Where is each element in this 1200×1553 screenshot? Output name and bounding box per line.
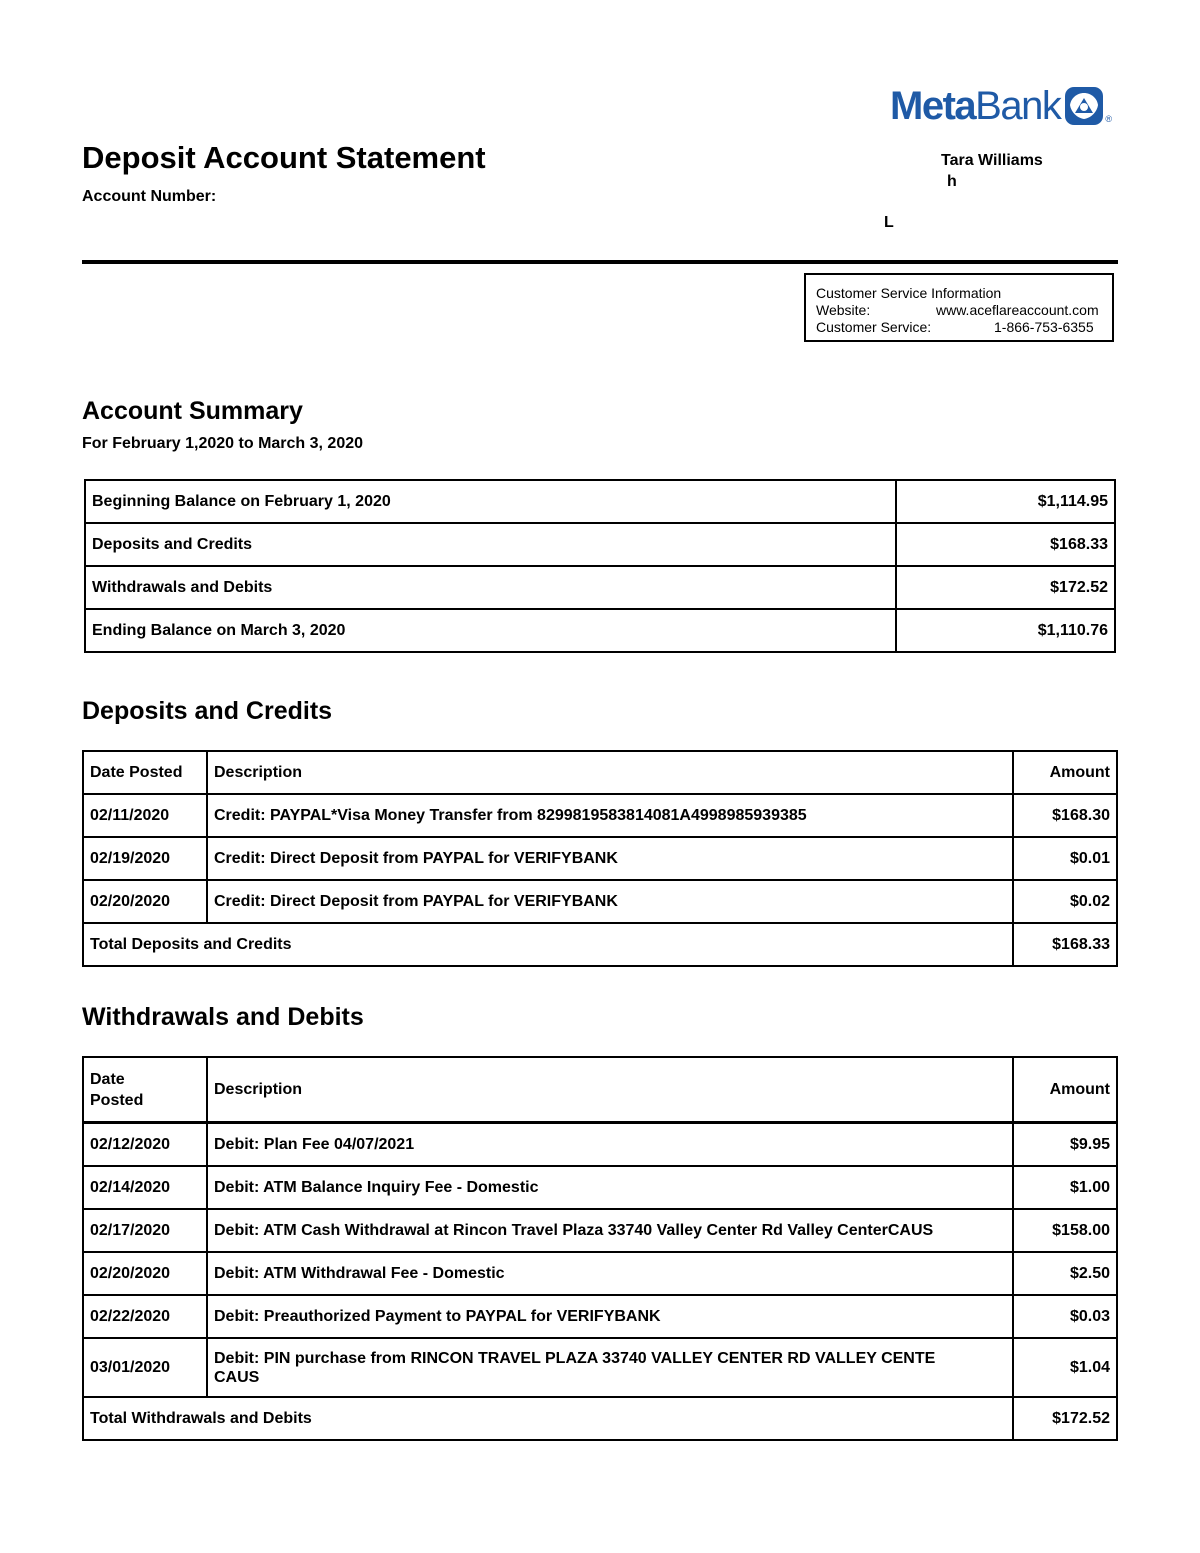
summary-label: Ending Balance on March 3, 2020 [85, 609, 896, 652]
date-cell: 02/11/2020 [83, 794, 207, 837]
description-cell: Debit: PIN purchase from RINCON TRAVEL PLAZA 33740 VALLEY CENTER RD VALLEY CENTE CAUS [207, 1338, 1013, 1397]
total-amount: $168.33 [1013, 923, 1117, 966]
description-cell: Debit: ATM Balance Inquiry Fee - Domestic [207, 1166, 1013, 1209]
table-row [83, 1338, 1117, 1397]
table-row [83, 1252, 1117, 1295]
customer-address-line-2: h [947, 173, 957, 190]
website-link[interactable]: www.aceflareaccount.com [936, 302, 1099, 318]
table-row [83, 1295, 1117, 1338]
amount-cell: $168.30 [1013, 794, 1117, 837]
table-row [83, 1166, 1117, 1209]
column-header-amount: Amount [1013, 1057, 1117, 1123]
amount-cell: $1.00 [1013, 1166, 1117, 1209]
description-cell: Credit: Direct Deposit from PAYPAL for VERIFYBANK [207, 880, 1013, 923]
customer-service-phone: 1-866-753-6355 [994, 319, 1094, 335]
column-header-date-line1: Date [90, 1070, 125, 1088]
table-row [85, 566, 1115, 609]
deposits-table [82, 750, 1118, 967]
amount-cell: $9.95 [1013, 1123, 1117, 1167]
summary-amount: $1,114.95 [896, 480, 1115, 523]
column-header-amount: Amount [1013, 751, 1117, 794]
description-cell: Debit: ATM Cash Withdrawal at Rincon Travel Plaza 33740 Valley Center Rd Valley CenterCAUS [207, 1209, 1013, 1252]
deposits-heading: Deposits and Credits [82, 697, 333, 725]
registered-mark: ® [1105, 114, 1112, 124]
logo-text-meta: Meta [890, 83, 976, 128]
description-cell: Credit: PAYPAL*Visa Money Transfer from 8299819583814081A4998985939385 [207, 794, 1013, 837]
column-header-date: Date Posted [83, 751, 207, 794]
total-label: Total Withdrawals and Debits [83, 1397, 1013, 1440]
amount-cell: $1.04 [1013, 1338, 1117, 1397]
description-cell: Debit: Plan Fee 04/07/2021 [207, 1123, 1013, 1167]
date-cell: 02/14/2020 [83, 1166, 207, 1209]
date-cell: 02/20/2020 [83, 1252, 207, 1295]
table-row [85, 523, 1115, 566]
page-title: Deposit Account Statement [82, 140, 486, 175]
header-divider [82, 260, 1118, 264]
total-amount: $172.52 [1013, 1397, 1117, 1440]
amount-cell: $2.50 [1013, 1252, 1117, 1295]
table-row [83, 1123, 1117, 1167]
total-label: Total Deposits and Credits [83, 923, 1013, 966]
summary-label: Beginning Balance on February 1, 2020 [85, 480, 896, 523]
amount-cell: $0.02 [1013, 880, 1117, 923]
summary-label: Withdrawals and Debits [85, 566, 896, 609]
amount-cell: $158.00 [1013, 1209, 1117, 1252]
summary-amount: $1,110.76 [896, 609, 1115, 652]
amount-cell: $0.01 [1013, 837, 1117, 880]
statement-period: For February 1,2020 to March 3, 2020 [82, 435, 364, 452]
table-row [83, 794, 1117, 837]
metabank-logo [890, 82, 1112, 130]
column-header-description: Description [207, 1057, 1013, 1123]
customer-name: Tara Williams [941, 152, 1043, 169]
customer-address-line-3: L [884, 214, 894, 231]
account-number-label: Account Number: [82, 188, 217, 205]
table-total-row [83, 1397, 1117, 1440]
date-cell: 02/19/2020 [83, 837, 207, 880]
summary-label: Deposits and Credits [85, 523, 896, 566]
amount-cell: $0.03 [1013, 1295, 1117, 1338]
date-cell: 02/12/2020 [83, 1123, 207, 1167]
customer-service-phone-label: Customer Service: [816, 319, 932, 335]
table-total-row [83, 923, 1117, 966]
withdrawals-table [82, 1056, 1118, 1441]
summary-amount: $172.52 [896, 566, 1115, 609]
date-cell: 02/17/2020 [83, 1209, 207, 1252]
account-summary-heading: Account Summary [82, 397, 303, 425]
logo-text-bank: Bank [975, 83, 1061, 128]
description-cell: Debit: ATM Withdrawal Fee - Domestic [207, 1252, 1013, 1295]
table-header-row [83, 751, 1117, 794]
table-row [85, 480, 1115, 523]
description-cell: Debit: Preauthorized Payment to PAYPAL for VERIFYBANK [207, 1295, 1013, 1338]
table-header-row [83, 1057, 1117, 1123]
column-header-date-line2: Posted [90, 1091, 144, 1109]
table-row [83, 880, 1117, 923]
table-row [83, 1209, 1117, 1252]
metabank-logo-icon [1064, 86, 1104, 126]
website-label: Website: [816, 302, 871, 318]
withdrawals-heading: Withdrawals and Debits [82, 1003, 364, 1031]
column-header-date [83, 1057, 207, 1123]
date-cell: 03/01/2020 [83, 1338, 207, 1397]
customer-service-box [804, 273, 1114, 342]
date-cell: 02/22/2020 [83, 1295, 207, 1338]
account-summary-table [84, 479, 1116, 653]
description-cell: Credit: Direct Deposit from PAYPAL for VERIFYBANK [207, 837, 1013, 880]
summary-amount: $168.33 [896, 523, 1115, 566]
date-cell: 02/20/2020 [83, 880, 207, 923]
table-row [85, 609, 1115, 652]
table-row [83, 837, 1117, 880]
column-header-description: Description [207, 751, 1013, 794]
customer-service-title: Customer Service Information [816, 285, 1002, 301]
